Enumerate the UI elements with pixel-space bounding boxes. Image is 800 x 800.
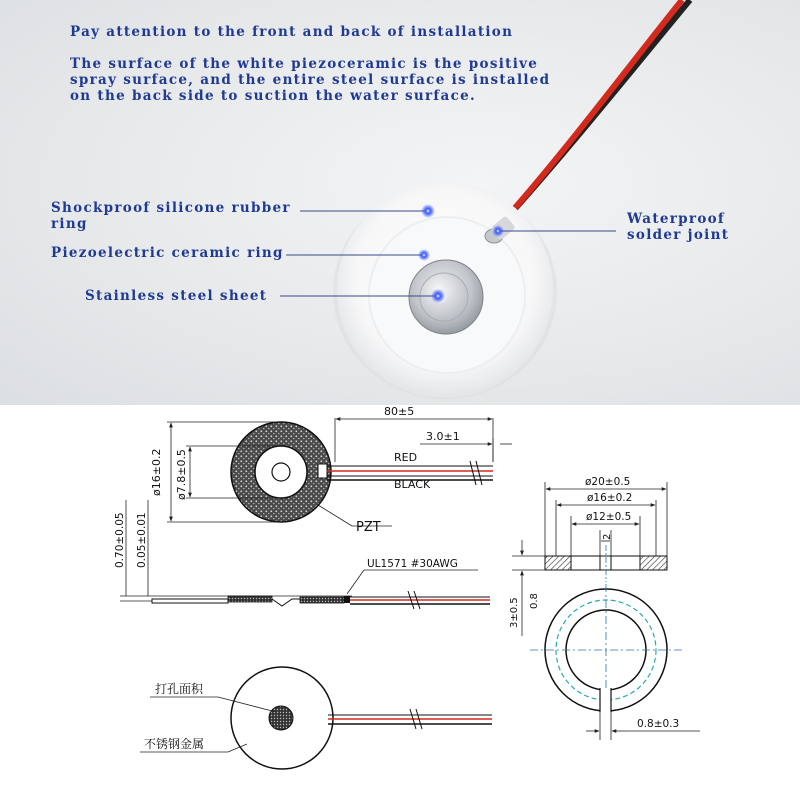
- dim-mid-16: ø16±0.2: [587, 492, 633, 504]
- bottom-view: [140, 667, 492, 769]
- dim-inner-diameter: ø7.8±0.5: [175, 449, 188, 500]
- header-title: Pay attention to the front and back of installation: [70, 24, 514, 40]
- header-description: The surface of the white piezoceramic is the positive spray surface, and the entire steel surface is installed on the back side to suction the water surface.: [70, 56, 551, 104]
- label-hole-area: 打孔面积: [155, 682, 204, 696]
- steel-sheet-marker: [431, 289, 445, 303]
- lead-wires: [497, 0, 690, 228]
- dim-steel-thickness: 0.05±0.01: [136, 512, 148, 568]
- callout-steel-sheet: Stainless steel sheet: [85, 288, 268, 304]
- callout-ceramic-ring: Piezoelectric ceramic ring: [51, 245, 284, 261]
- dim-height: 3±0.5: [509, 597, 520, 628]
- dim-outer-diameter: ø16±0.2: [150, 448, 163, 496]
- dim-strip-length: 3.0±1: [426, 430, 460, 443]
- rubber-ring-marker: [421, 204, 435, 218]
- label-red: RED: [394, 451, 418, 464]
- callout-solder-joint: Waterproof solder joint: [627, 211, 730, 243]
- ceramic-ring-marker: [418, 249, 430, 261]
- dim-outer-20: ø20±0.5: [585, 476, 631, 488]
- label-stainless-steel: 不锈钢金属: [144, 737, 205, 751]
- top-view: [150, 405, 512, 535]
- label-black: BLACK: [394, 478, 431, 491]
- transducer-disc: [333, 182, 557, 399]
- dim-gap: 2: [602, 533, 613, 540]
- technical-drawing: [0, 405, 800, 800]
- right-view: [509, 476, 700, 740]
- label-wire-spec: UL1571 #30AWG: [367, 558, 458, 570]
- bottom-view-hole-area: [269, 706, 293, 730]
- dim-wire-length: 80±5: [384, 405, 415, 418]
- solder-joint-marker: [492, 225, 504, 237]
- callout-rubber-ring: Shockproof silicone rubber ring: [51, 200, 291, 232]
- dim-total-thickness: 0.70±0.05: [114, 512, 126, 568]
- dim-slot-width: 0.8±0.3: [637, 718, 680, 730]
- label-pzt: PZT: [356, 520, 381, 535]
- dim-inner-12: ø12±0.5: [586, 511, 632, 523]
- dim-ring-thickness: 0.8: [529, 593, 540, 609]
